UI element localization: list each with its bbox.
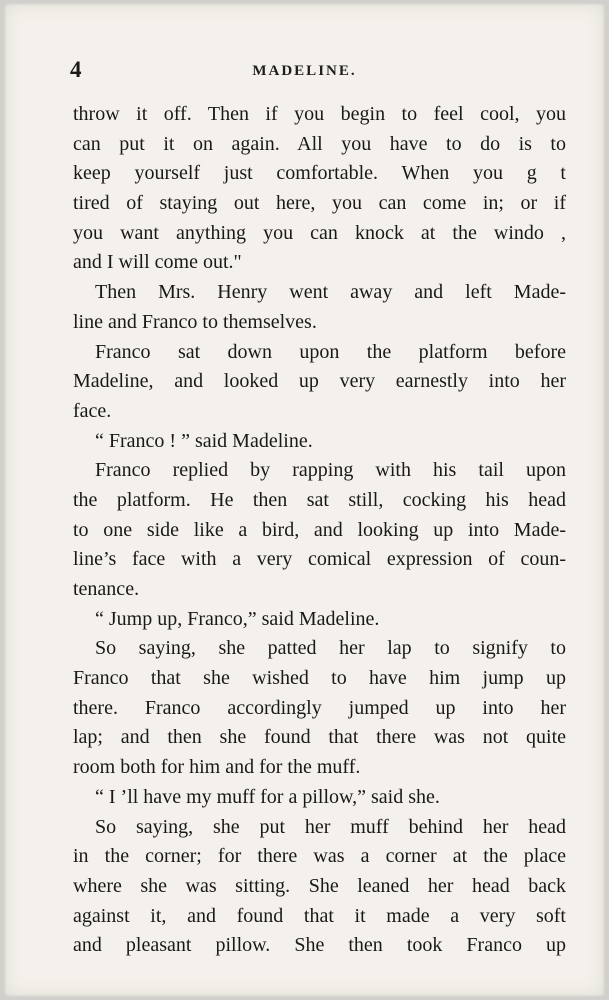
text-line: Franco sat down upon the platform before (95, 340, 566, 363)
text-line: in the corner; for there was a corner at the place (73, 845, 566, 868)
text-line: lap; and then she found that there was not quite (73, 726, 566, 749)
body-text (73, 100, 566, 961)
text-line: there. Franco accordingly jumped up into her (73, 696, 566, 719)
text-line: you want anything you can knock at the windo , (73, 221, 566, 244)
text-line: tired of staying out here, you can come in; or if (73, 192, 566, 215)
text-line: “ Jump up, Franco,” said Madeline. (95, 607, 380, 630)
running-head: MADELINE. (252, 63, 357, 79)
text-line: Madeline, and looked up very earnestly into her (73, 370, 566, 393)
text-line: “ Franco ! ” said Madeline. (95, 429, 313, 452)
text-line: and I will come out." (73, 251, 242, 274)
page-number: 4 (70, 57, 82, 82)
text-line: the platform. He then sat still, cocking his head (73, 488, 566, 511)
text-line: Franco that she wished to have him jump up (73, 667, 566, 690)
text-line: and pleasant pillow. She then took Franco up (73, 934, 566, 957)
text-line: “ I ’ll have my muff for a pillow,” said she. (95, 785, 440, 808)
text-line: line’s face with a very comical expression of coun- (73, 548, 566, 571)
text-line: Franco replied by rapping with his tail upon (95, 459, 566, 482)
text-line: line and Franco to themselves. (73, 310, 317, 333)
text-line: to one side like a bird, and looking up into Made- (73, 518, 566, 541)
text-line: face. (73, 399, 112, 422)
text-line: against it, and found that it made a very soft (73, 904, 566, 927)
text-line: throw it off. Then if you begin to feel cool, you (73, 103, 566, 125)
text-line: where she was sitting. She leaned her head back (73, 874, 566, 897)
text-line: So saying, she put her muff behind her head (95, 815, 566, 838)
text-line: room both for him and for the muff. (73, 756, 361, 779)
text-line: tenance. (73, 578, 140, 600)
text-line: So saying, she patted her lap to signify to (95, 637, 566, 660)
text-line: Then Mrs. Henry went away and left Made- (95, 281, 566, 304)
text-line: can put it on again. All you have to do is to (73, 132, 566, 155)
page-header (0, 58, 609, 82)
text-line: keep yourself just comfortable. When you g t (73, 162, 566, 185)
